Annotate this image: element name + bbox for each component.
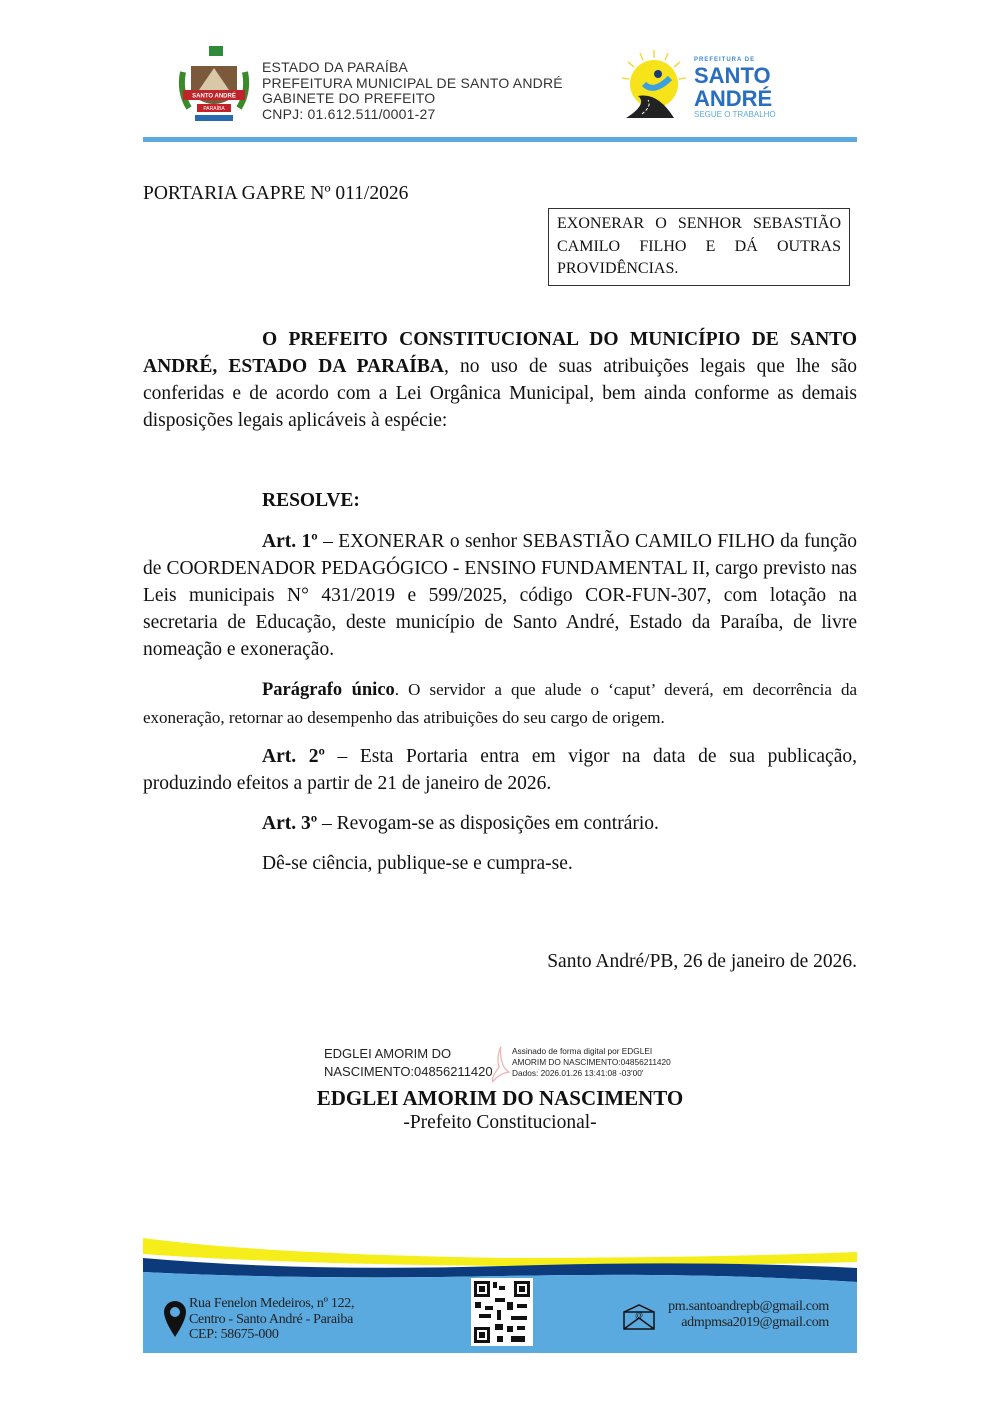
santo-andre-logo [694, 56, 776, 120]
header-line: PREFEITURA MUNICIPAL DE SANTO ANDRÉ [262, 74, 563, 91]
resolve-heading: RESOLVE: [262, 490, 360, 511]
preamble-bold: O PREFEITO CONSTITUCIONAL DO MUNICÍPIO DE SANTO ANDRÉ, ESTADO DA PARAÍBA [143, 329, 857, 377]
footer-address [189, 1296, 354, 1343]
article-text: – EXONERAR o senhor SEBASTIÃO CAMILO FILHO da função de COORDENADOR PEDAGÓGICO - ENSINO FUNDAMENTAL II, cargo previsto nas Leis municipais N° 431/2019 e 599/2025, código COR-FUN-307, com lotação na secretaria de Educação, deste município de Santo André, Estado da Paraíba, de livre nomeação e exoneração. [143, 531, 858, 660]
logo-small-text: PREFEITURA DE [694, 57, 756, 63]
email-envelope-icon [623, 1304, 655, 1335]
article-label: Art. 2º [262, 746, 325, 767]
header-divider [143, 137, 857, 142]
svg-text:@: @ [634, 1311, 644, 1320]
crest-text: PARAÍBA [203, 106, 225, 112]
signature-detail: Assinado de forma digital por EDGLEI [512, 1046, 653, 1056]
header-institution [262, 60, 563, 122]
email-link[interactable]: admpmsa2019@gmail.com [681, 1314, 829, 1330]
article-2 [143, 743, 857, 797]
logo-line1: SANTO [694, 63, 771, 88]
sun-road-logo-icon [618, 48, 690, 120]
logo-slogan: SEGUE O TRABALHO [694, 110, 776, 119]
municipal-crest [175, 42, 253, 122]
crest-text: SANTO ANDRÉ [192, 93, 236, 100]
document-date: Santo André/PB, 26 de janeiro de 2026. [547, 951, 857, 972]
paragraph-label: Parágrafo único [262, 680, 395, 700]
address-line: Centro - Santo André - Paraiba [189, 1311, 354, 1327]
logo-line2: ANDRÉ [694, 86, 773, 111]
pdf-signature-icon [488, 1042, 512, 1091]
footer-emails [668, 1299, 829, 1330]
header-line: ESTADO DA PARAÍBA [262, 59, 409, 75]
closing-line: Dê-se ciência, publique-se e cumpra-se. [262, 853, 573, 874]
address-line: Rua Fenelon Medeiros, nº 122, [189, 1296, 355, 1311]
paragraph-text: . O servidor a que alude o ‘caput’ deverá, em decorrência da exoneração, retornar ao desempenho das atribuições do seu cargo de origem. [143, 680, 858, 727]
document-title: PORTARIA GAPRE Nº 011/2026 [143, 183, 409, 204]
qr-code[interactable] [471, 1278, 533, 1346]
footer-banner [143, 1232, 857, 1353]
preamble [143, 326, 857, 434]
signature-detail: Dados: 2026.01.26 13:41:08 -03'00' [512, 1068, 644, 1078]
article-1 [143, 528, 857, 663]
preamble-text: , no uso de suas atribuições legais que lhe são conferidas e de acordo com a Lei Orgânica Municipal, bem ainda conforme as demais disposições legais aplicáveis à espécie: [143, 356, 857, 431]
signer-name: EDGLEI AMORIM DO NASCIMENTO [316, 1086, 684, 1110]
sole-paragraph [143, 676, 857, 731]
header-line: GABINETE DO PREFEITO [262, 90, 436, 106]
header-line: CNPJ: 01.612.511/0001-27 [262, 105, 436, 122]
summary-box: EXONERAR O SENHOR SEBASTIÃO CAMILO FILHO E DÁ OUTRAS PROVIDÊNCIAS. [548, 208, 850, 286]
article-label: Art. 3º [262, 813, 318, 834]
signature-line: NASCIMENTO:04856211420 [324, 1064, 493, 1079]
digital-signature-name [324, 1045, 493, 1081]
article-text: – Revogam-se as disposições em contrário. [317, 813, 659, 834]
signer-role: -Prefeito Constitucional- [403, 1112, 597, 1133]
article-3 [143, 810, 857, 837]
email-link[interactable]: pm.santoandrepb@gmail.com [668, 1299, 829, 1314]
signature-detail: AMORIM DO NASCIMENTO:04856211420 [512, 1057, 671, 1067]
article-label: Art. 1º [262, 531, 318, 552]
article-text: – Esta Portaria entra em vigor na data de sua publicação, produzindo efeitos a partir de 21 de janeiro de 2026. [143, 746, 857, 794]
location-pin-icon [163, 1300, 187, 1343]
address-line: CEP: 58675-000 [189, 1327, 279, 1342]
digital-signature-details [512, 1046, 671, 1079]
signature-line: EDGLEI AMORIM DO [324, 1046, 452, 1061]
